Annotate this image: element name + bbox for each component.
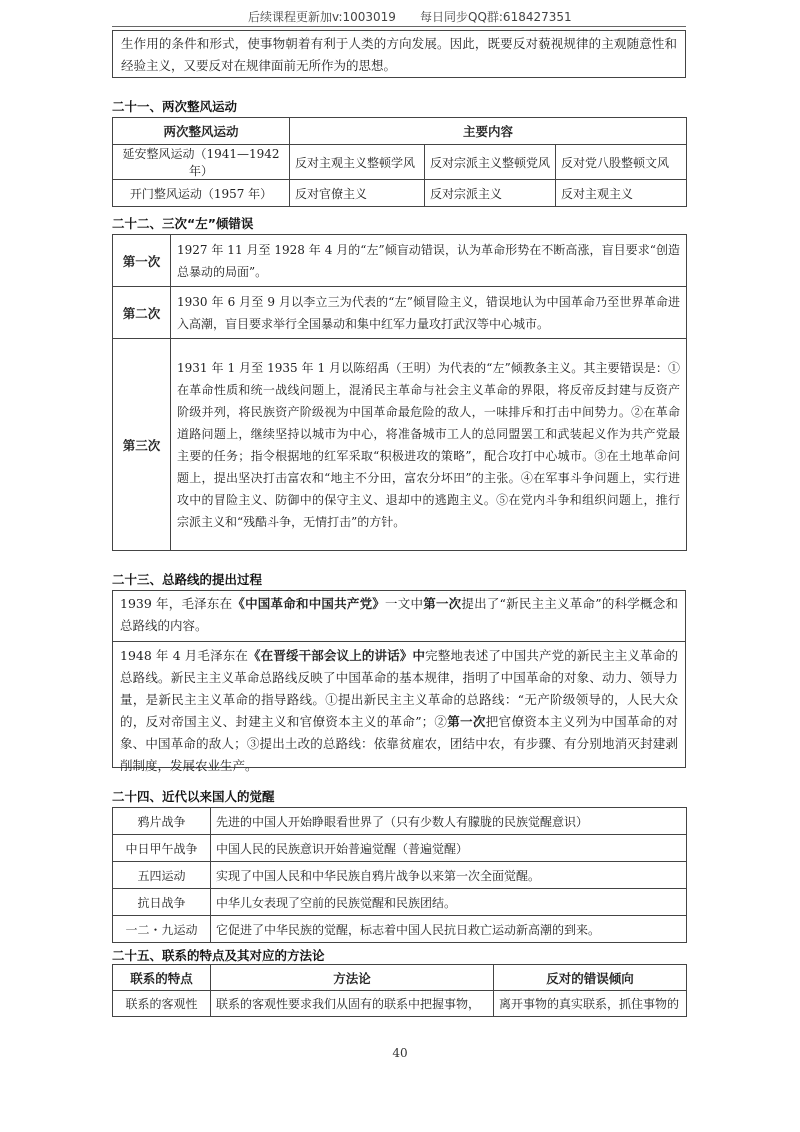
header-qq-group: 每日同步QQ群:618427351	[420, 10, 572, 24]
bold-first-time: 第一次	[447, 714, 486, 729]
content-cell: 反对党八股整顿文风	[556, 145, 687, 180]
page-number: 40	[392, 1046, 408, 1060]
bold-first-time: 第一次	[423, 596, 462, 611]
section-25-table	[112, 964, 687, 1017]
error-description: 1930 年 6 月至 9 月以李立三为代表的“左”倾冒险主义，错误地认为中国革命乃至世界革命进入高潮，盲目要求举行全国暴动和集中红军力量攻打武汉等中心城市。	[171, 287, 687, 339]
col-feature-header: 联系的特点	[113, 965, 211, 991]
feature-cell: 联系的客观性	[113, 991, 211, 1017]
paragraph-1939	[113, 591, 685, 642]
text-segment: 一文中	[385, 596, 424, 611]
table-row	[113, 835, 687, 862]
section-23-title: 二十三、总路线的提出过程	[112, 572, 263, 587]
event-description: 先进的中国人开始睁眼看世界了（只有少数人有朦胧的民族觉醒意识）	[211, 808, 687, 835]
error-description: 1931 年 1 月至 1935 年 1 月以陈绍禹（王明）为代表的“左”倾教条主义。其主要错误是：①在革命性质和统一战线问题上，混淆民主革命与社会主义革命的界限，将反帝反封建与反资产阶级并列，将民族资产阶级视为中国革命最危险的敌人，一味排斥和打击中间势力。②在革命道路问题上，继续坚持以城市为中心，将准备城市工人的总同盟罢工和武装起义作为共产党最主要的任务；指令根据地的红军采取“积极进攻的策略”，配合攻打中心城市。③在土地革命问题上，提出坚决打击富农和“地主不分田，富农分坏田”的主张。④在军事斗争问题上，实行进攻中的冒险主义、防御中的保守主义、退却中的逃跑主义。⑤在党内斗争和组织问题上，推行宗派主义和“残酷斗争，无情打击”的方针。	[171, 339, 687, 551]
error-label: 第三次	[113, 339, 171, 551]
table-row	[113, 145, 687, 180]
bold-title: 《在晋绥干部会议上的讲话》中	[248, 648, 426, 663]
text-segment: 完整地表述了中国共产党的新民主主义革命的总路线。新民主主义革命总路线反映了中国革命的基本规律，指明了中国革命的对象、动力、领导力量，是新民主主义革命的指导路线。①提出新民主主义革命的总路线：“无产阶级领导的，人民大众的，反对帝国主义、封建主义和官僚资本主义的革命”；②	[120, 648, 678, 729]
content-cell: 反对宗派主义整顿党风	[425, 145, 556, 180]
intro-box	[112, 30, 686, 78]
col-movement-header: 两次整风运动	[113, 118, 290, 145]
event-name: 抗日战争	[113, 889, 211, 916]
table-row	[113, 339, 687, 551]
header-divider	[112, 26, 686, 27]
bold-title: 《中国革命和中国共产党》	[232, 596, 386, 611]
table-row	[113, 808, 687, 835]
event-name: 五四运动	[113, 862, 211, 889]
error-label: 第一次	[113, 235, 171, 287]
col-content-header: 主要内容	[290, 118, 687, 145]
table-row	[113, 287, 687, 339]
event-description: 中华儿女表现了空前的民族觉醒和民族团结。	[211, 889, 687, 916]
table-row	[113, 916, 687, 943]
section-24-title: 二十四、近代以来国人的觉醒	[112, 789, 275, 804]
event-name: 中日甲午战争	[113, 835, 211, 862]
content-cell: 反对宗派主义	[425, 180, 556, 207]
event-description: 中国人民的民族意识开始普遍觉醒（普遍觉醒）	[211, 835, 687, 862]
table-row	[113, 862, 687, 889]
section-24-table	[112, 807, 687, 943]
event-name: 鸦片战争	[113, 808, 211, 835]
paragraph-1948	[113, 642, 685, 780]
section-22-title: 二十二、三次“左”倾错误	[112, 216, 254, 231]
col-method-header: 方法论	[211, 965, 494, 991]
text-segment: 提出了“新民主主义革命”的科学概念和总路线的内容。	[120, 596, 678, 633]
content-cell: 反对主观主义整顿学风	[290, 145, 425, 180]
intro-text: 生作用的条件和形式，使事物朝着有利于人类的方向发展。因此，既要反对藐视规律的主观随意性和经验主义，又要反对在规律面前无所作为的思想。	[121, 36, 677, 73]
content-cell: 反对主观主义	[556, 180, 687, 207]
error-label: 第二次	[113, 287, 171, 339]
error-description: 1927 年 11 月至 1928 年 4 月的“左”倾盲动错误，认为革命形势在不断高涨，盲目要求“创造总暴动的局面”。	[171, 235, 687, 287]
content-cell: 反对官僚主义	[290, 180, 425, 207]
section-25-title: 二十五、联系的特点及其对应的方法论	[112, 948, 325, 963]
table-row	[113, 180, 687, 207]
col-error-header: 反对的错误倾向	[494, 965, 687, 991]
event-description: 它促进了中华民族的觉醒，标志着中国人民抗日救亡运动新高潮的到来。	[211, 916, 687, 943]
method-cell: 联系的客观性要求我们从固有的联系中把握事物，	[211, 991, 494, 1017]
section-21-title: 二十一、两次整风运动	[112, 99, 238, 114]
movement-name: 延安整风运动（1941—1942 年）	[113, 145, 290, 180]
movement-name: 开门整风运动（1957 年）	[113, 180, 290, 207]
table-row	[113, 889, 687, 916]
section-21-table	[112, 117, 687, 207]
event-description: 实现了中国人民和中华民族自鸦片战争以来第一次全面觉醒。	[211, 862, 687, 889]
section-22-table	[112, 234, 687, 551]
text-segment: 把官僚资本主义列为中国革命的对象、中国革命的敌人；③提出土改的总路线：依靠贫雇农，团结中农，有步骤、有分别地消灭封建剥削制度，发展农业生产。	[120, 714, 678, 773]
text-segment: 1939 年，毛泽东在	[120, 596, 233, 611]
text-segment: 1948 年 4 月毛泽东在	[120, 648, 249, 663]
error-cell: 离开事物的真实联系，抓住事物的	[494, 991, 687, 1017]
table-row	[113, 991, 687, 1017]
general-line-box	[112, 590, 686, 773]
event-name: 一二・九运动	[113, 916, 211, 943]
table-row	[113, 235, 687, 287]
header-course-update: 后续课程更新加v:1003019	[248, 10, 396, 24]
